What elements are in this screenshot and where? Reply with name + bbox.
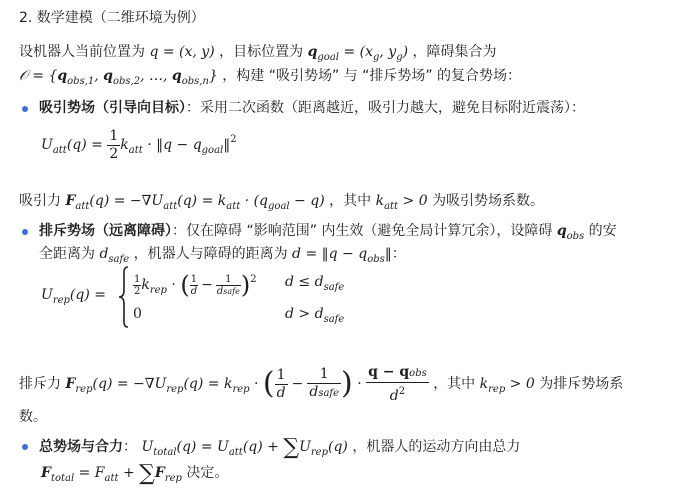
obs2-subscript: obs,2: [112, 76, 141, 87]
rf-paren-open: (: [262, 366, 275, 401]
case2-zero: 0: [133, 306, 142, 322]
attract-force-where: ，其中: [329, 193, 372, 209]
sum-symbol-2: ∑: [139, 461, 155, 486]
attract-force-line: [19, 191, 544, 217]
attract-force-mid3: · (q: [240, 193, 269, 209]
attract-desc: ：采用二次函数（距离越近，吸引力越大，避免目标附近震荡）：: [186, 100, 585, 116]
rf-frac3-d: d: [389, 387, 399, 404]
attract-coef-text: 为吸引势场系数。: [432, 193, 545, 209]
rf-frac1-den: d: [276, 384, 286, 401]
total-F3: F: [154, 465, 165, 481]
rf-frac3: [366, 364, 429, 405]
total-line-1: [39, 437, 520, 463]
distance-obs-sub: obs: [367, 254, 385, 265]
total-U3: U: [299, 439, 311, 455]
attract-U: U: [41, 137, 53, 153]
total-text-1: ，机器人的运动方向由总力: [352, 439, 521, 455]
total-eq3: (q): [327, 439, 348, 455]
attract-force-U-sub: att: [163, 201, 178, 212]
rf-paren-close: ): [341, 366, 353, 401]
case1-half-den: 2: [134, 285, 141, 297]
rf-frac3-num-text: q − q: [368, 363, 410, 380]
attract-square: 2: [230, 134, 237, 145]
obstacle-set-open: 𝒪 = {: [19, 68, 58, 84]
attract-goal-sub: goal: [201, 145, 224, 156]
rf-dot2: ·: [352, 376, 367, 392]
half-num: 1: [109, 127, 119, 144]
attract-F: F: [65, 193, 76, 209]
intro-line-2: [19, 66, 521, 92]
case1-paren-open: (: [180, 271, 190, 299]
rf-frac3-num: [366, 364, 429, 382]
goal-comma: , y: [379, 44, 397, 60]
case1-dot: ·: [166, 277, 181, 293]
total-plus: +: [118, 465, 135, 481]
intro-text-3: ，障碍集合为: [412, 44, 497, 60]
total-colon: ：: [123, 439, 137, 455]
repulse-title: 排斥势场（远离障碍）: [39, 223, 172, 239]
case1-frac2-num: 1: [225, 273, 232, 285]
attract-F-sub: att: [75, 201, 90, 212]
total-F-sub: total: [50, 473, 75, 484]
attract-k: k: [120, 137, 129, 153]
attract-U-sub: att: [52, 145, 67, 156]
repulse-U: U: [41, 287, 53, 303]
attract-force-mid: (q) = −∇U: [89, 193, 164, 209]
repulse-q: q: [556, 223, 567, 239]
total-F-sub2: att: [104, 473, 119, 484]
repulse-coef-text-end: 数。: [19, 409, 47, 425]
half-den: 2: [109, 145, 119, 162]
rf-frac2-den: [307, 383, 341, 402]
case1-frac2: [216, 274, 241, 297]
rf-frac2-num: 1: [319, 366, 329, 382]
total-U-sub: total: [153, 447, 177, 458]
repulse-desc: ：仅在障碍 “影响范围” 内生效（避免全局计算冗余），设障碍: [172, 223, 553, 239]
repulse-colon: ：: [391, 246, 406, 262]
cond2: d > d: [285, 306, 324, 322]
case-1: [133, 266, 257, 305]
attract-force-k-sub: att: [226, 201, 241, 212]
rf-frac2: [307, 366, 341, 402]
case1-half-num: 1: [134, 273, 141, 285]
obstacle-set-close: }: [208, 68, 218, 84]
rf-frac2-d: d: [309, 384, 319, 400]
cond2-sub: safe: [323, 314, 345, 325]
total-U-sub3: rep: [310, 447, 328, 458]
cond1: d ≤ d: [285, 274, 324, 290]
obs1-symbol: q: [57, 68, 68, 84]
rf-frac3-sup: 2: [398, 385, 406, 397]
attract-force-mid4: − q): [289, 193, 325, 209]
attract-title: 吸引势场（引导向目标）: [39, 100, 186, 116]
attract-k-sub: att: [128, 145, 143, 156]
obs1-subscript: obs,1: [67, 76, 95, 87]
total-F-sub3: rep: [164, 473, 182, 484]
repulse-desc-end: 的安: [588, 223, 617, 239]
obs2-symbol: q: [103, 68, 113, 84]
repulse-force-k-sub: rep: [232, 384, 250, 395]
attract-norm: · ‖q − q: [142, 137, 202, 153]
case1-frac1: [190, 274, 198, 297]
repulse-lhs-tail: (q) =: [69, 287, 106, 303]
goal-symbol: q: [307, 44, 318, 60]
case1-square: 2: [250, 274, 257, 285]
total-U: U: [141, 439, 154, 455]
goal-rhs: = (x: [343, 44, 373, 60]
repulse-force-U-sub: rep: [166, 384, 184, 395]
attract-lhs-tail: (q) =: [66, 137, 103, 153]
case1-paren-close: ): [240, 271, 251, 299]
case1-minus: −: [201, 277, 213, 293]
repulse-F-sub: rep: [75, 384, 93, 395]
attract-coef-k: k: [375, 193, 385, 209]
position-formula: q = (x, y): [149, 44, 215, 60]
rf-frac3-num-sub: obs: [409, 367, 427, 379]
attract-force-mid2: (q) = k: [177, 193, 227, 209]
bullet-repulse: [22, 229, 28, 235]
obsn-subscript: obs,n: [181, 76, 209, 87]
yg-subscript: g: [396, 52, 403, 63]
total-title: 总势场与合力: [39, 439, 123, 455]
total-line-2: [41, 463, 228, 489]
rf-frac2-sub: safe: [318, 388, 340, 399]
total-eq1: (q) = U: [176, 439, 229, 455]
half-fraction: [107, 128, 120, 163]
repulse-force-line: [19, 362, 623, 412]
cases-brace: [118, 266, 130, 332]
case1-k-sub: rep: [149, 285, 167, 296]
repulse-force-where: ，其中: [433, 376, 476, 392]
total-F: F: [41, 465, 51, 481]
total-U-sub2: att: [228, 447, 243, 458]
attract-formula: [41, 122, 237, 169]
section-heading: [19, 8, 205, 28]
obsn-symbol: q: [171, 68, 182, 84]
distance-formula: d = ‖q − q: [292, 246, 368, 262]
repulse-text-b: ，机器人与障碍的距离为: [133, 246, 288, 262]
heading-text: 2. 数学建模（二维环境为例）: [19, 10, 205, 26]
repulse-force-line-2: [19, 407, 47, 427]
case-2-condition: [285, 304, 344, 330]
attract-line: [39, 98, 585, 118]
attract-force-goal-sub: goal: [268, 201, 290, 212]
repulse-coef-k: k: [479, 376, 489, 392]
case1-frac1-num: 1: [190, 273, 198, 285]
rf-minus: −: [291, 376, 304, 392]
repulse-coef-sub: rep: [488, 384, 506, 395]
cond1-sub: safe: [323, 282, 345, 293]
case1-frac2-sub: safe: [223, 286, 240, 296]
total-eqF: = F: [74, 465, 105, 481]
rf-frac1-num: 1: [276, 366, 286, 383]
attract-coef-gt: > 0: [398, 193, 428, 209]
attract-force-label: 吸引力: [19, 193, 61, 209]
attract-norm-close: ‖: [223, 137, 231, 153]
repulse-force-label: 排斥力: [19, 376, 61, 392]
repulse-text-a: 全距离为: [39, 246, 95, 262]
intro-text-4: ，构建 “吸引势场” 与 “排斥势场” 的复合势场：: [222, 68, 522, 84]
case-1-condition: [285, 272, 344, 298]
repulse-force-dot: ·: [249, 376, 263, 392]
total-text-2: 决定。: [186, 465, 229, 481]
total-eq2: (q) +: [242, 439, 279, 455]
case-2: [133, 304, 142, 324]
repulse-F: F: [65, 376, 76, 392]
intro-text-2: ，目标位置为: [219, 44, 304, 60]
repulse-force-mid2: (q) = k: [183, 376, 233, 392]
repulse-safe-sub: safe: [108, 254, 130, 265]
intro-text-1: 设机器人当前位置为: [19, 44, 145, 60]
repulse-coef-text: 为排斥势场系: [539, 376, 624, 392]
goal-subscript: goal: [317, 52, 339, 63]
rf-frac1: [275, 367, 288, 402]
brace-icon: [118, 266, 130, 328]
repulse-obs-sub: obs: [566, 231, 585, 242]
intro-line-1: [19, 42, 497, 68]
bullet-total: [22, 444, 28, 450]
repulse-d: d: [99, 246, 109, 262]
distance-close: ‖: [384, 246, 392, 262]
set-dots: , …,: [140, 68, 172, 84]
goal-close: ): [402, 44, 409, 60]
repulse-U-sub: rep: [52, 295, 70, 306]
bullet-attract: [22, 106, 28, 112]
sum-symbol: ∑: [283, 435, 300, 460]
attract-coef-sub: att: [384, 201, 399, 212]
rf-frac3-den: [366, 382, 429, 405]
case1-frac1-den: d: [190, 285, 198, 297]
repulse-force-mid: (q) = −∇U: [92, 376, 167, 392]
case1-k: k: [141, 277, 150, 293]
case1-frac2-d: d: [216, 285, 224, 297]
repulse-coef-gt: > 0: [505, 376, 535, 392]
xg-subscript: g: [372, 52, 380, 63]
set-comma: ,: [94, 68, 104, 84]
case1-frac2-den: [216, 285, 241, 297]
repulse-formula-lhs: [41, 285, 106, 311]
